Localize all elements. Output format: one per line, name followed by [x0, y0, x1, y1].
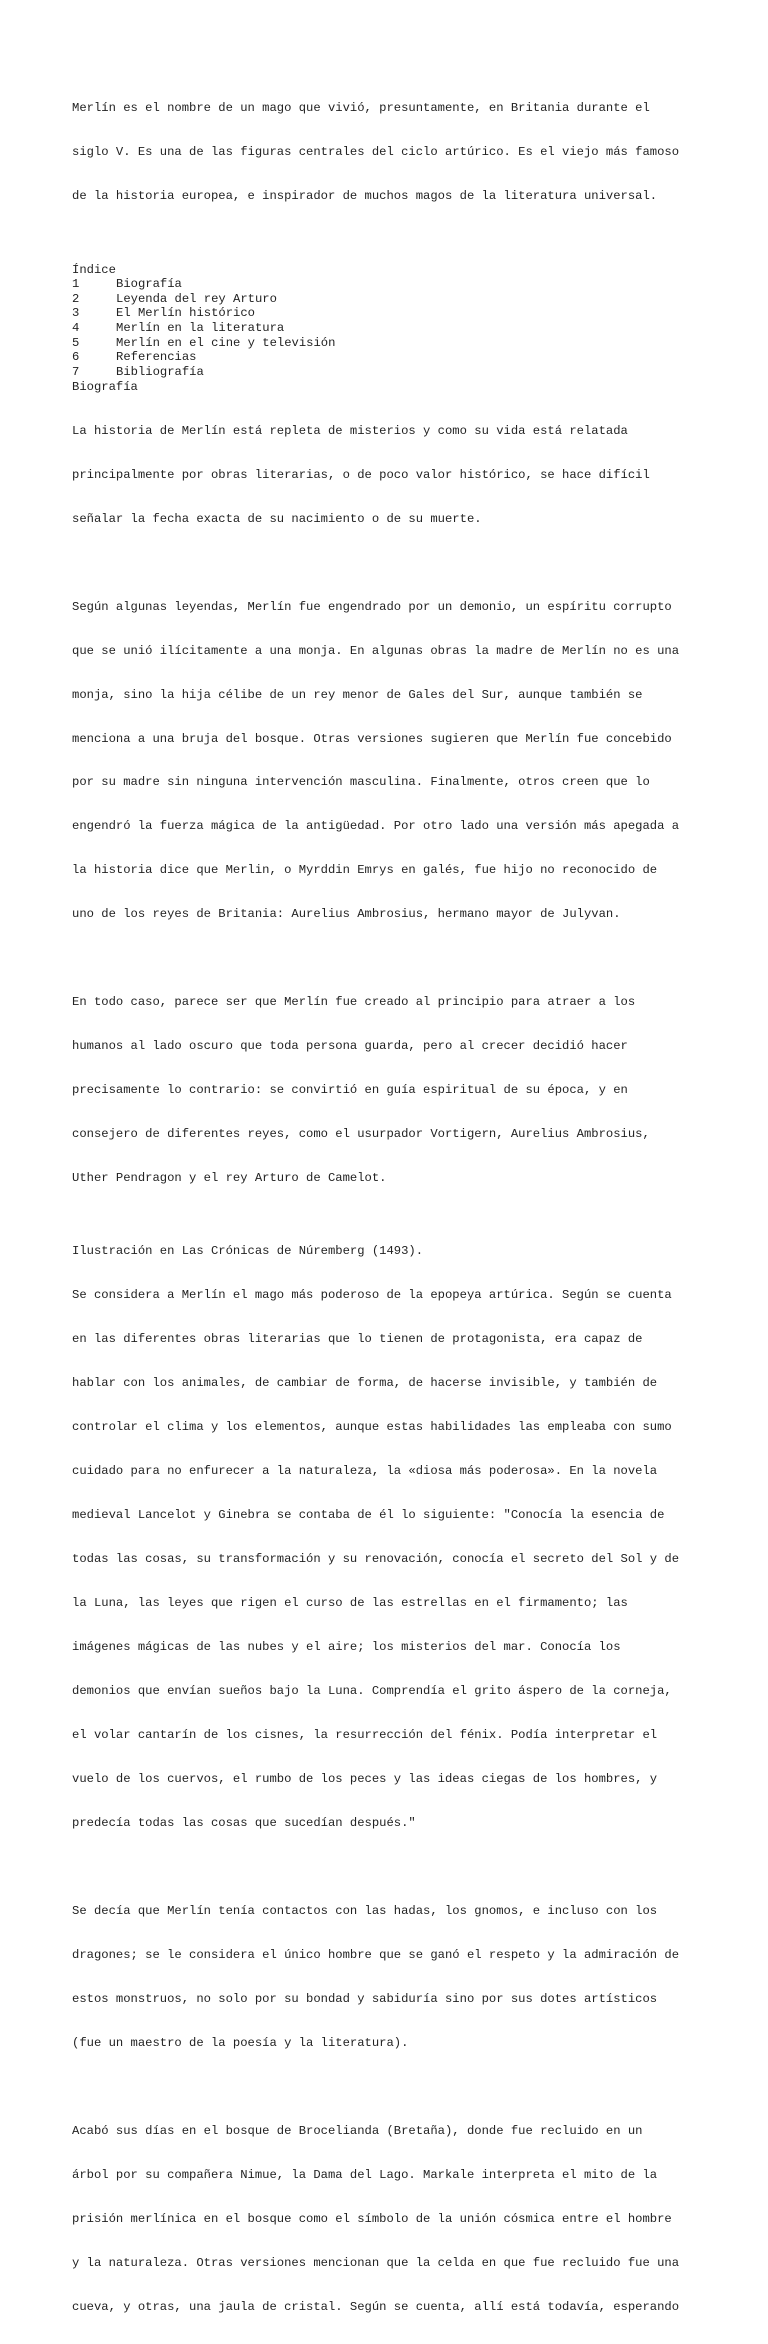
text-line: uno de los reyes de Britania: Aurelius Ambrosius, hermano mayor de Julyvan.: [72, 907, 621, 922]
spacer: [72, 556, 732, 571]
text-line: engendró la fuerza mágica de la antigüedad. Por otro lado una versión más apegada a: [72, 819, 680, 834]
toc-item: [72, 350, 732, 365]
toc-item-number: 5: [72, 335, 80, 350]
text-line: (fue un maestro de la poesía y la literatura).: [72, 2035, 409, 2050]
text-line: imágenes mágicas de las nubes y el aire; los misterios del mar. Conocía los: [72, 1640, 621, 1655]
text-line: Se considera a Merlín el mago más poderoso de la epopeya artúrica. Según se cuenta: [72, 1288, 672, 1303]
text-line: siglo V. Es una de las figuras centrales del ciclo artúrico. Es el viejo más famoso: [72, 145, 680, 160]
toc-item-label: Referencias: [116, 350, 197, 365]
toc-item: [72, 292, 732, 307]
text-line: medieval Lancelot y Ginebra se contaba de él lo siguiente: "Conocía la esencia de: [72, 1508, 665, 1523]
text-line: y la naturaleza. Otras versiones mencionan que la celda en que fue recluido fue una: [72, 2255, 680, 2270]
body-paragraph: [72, 2094, 732, 2343]
text-line: la Luna, las leyes que rigen el curso de las estrellas en el firmamento; las: [72, 1596, 628, 1611]
intro-paragraph: [72, 72, 732, 233]
biography-paragraph: [72, 570, 732, 951]
text-line: predecía todas las cosas que sucedían después.": [72, 1816, 416, 1831]
toc-item: [72, 277, 732, 292]
text-line: hablar con los animales, de cambiar de forma, de hacerse invisible, y también de: [72, 1376, 658, 1391]
toc-item-number: 6: [72, 350, 80, 365]
toc-item-label: Merlín en la literatura: [116, 321, 285, 336]
text-line: consejero de diferentes reyes, como el usurpador Vortigern, Aurelius Ambrosius,: [72, 1127, 650, 1142]
text-line: en las diferentes obras literarias que lo tienen de protagonista, era capaz de: [72, 1332, 643, 1347]
text-line: principalmente por obras literarias, o de poco valor histórico, se hace difícil: [72, 467, 650, 482]
toc-item-label: Merlín en el cine y televisión: [116, 335, 336, 350]
image-caption: Ilustración en Las Crónicas de Núremberg (1493).: [72, 1244, 424, 1259]
toc-item-number: 4: [72, 321, 80, 336]
spacer: [72, 951, 732, 966]
spacer: [72, 1860, 732, 1875]
text-line: prisión merlínica en el bosque como el símbolo de la unión cósmica entre el hombre: [72, 2211, 672, 2226]
text-line: Según algunas leyendas, Merlín fue engendrado por un demonio, un espíritu corrupto: [72, 599, 672, 614]
text-line: estos monstruos, no solo por su bondad y sabiduría sino por sus dotes artísticos: [72, 1991, 658, 2006]
toc-item-label: El Merlín histórico: [116, 306, 255, 321]
text-line: La historia de Merlín está repleta de misterios y como su vida está relatada: [72, 423, 628, 438]
toc-title: Índice: [72, 262, 116, 277]
text-line: menciona a una bruja del bosque. Otras versiones sugieren que Merlín fue concebido: [72, 731, 672, 746]
spacer: [72, 2080, 732, 2095]
spacer: [72, 1215, 732, 1244]
table-of-contents: [72, 263, 732, 380]
text-line: Merlín es el nombre de un mago que vivió, presuntamente, en Britania durante el: [72, 101, 650, 116]
document-page: [72, 72, 732, 2344]
text-line: señalar la fecha exacta de su nacimiento o de su muerte.: [72, 511, 482, 526]
section-heading: Biografía: [72, 379, 138, 394]
text-line: Se decía que Merlín tenía contactos con las hadas, los gnomos, e incluso con los: [72, 1903, 658, 1918]
text-line: que se unió ilícitamente a una monja. En algunas obras la madre de Merlín no es una: [72, 643, 680, 658]
toc-item-label: Biografía: [116, 277, 182, 292]
text-line: cueva, y otras, una jaula de cristal. Según se cuenta, allí está todavía, esperando: [72, 2299, 680, 2314]
text-line: Uther Pendragon y el rey Arturo de Camelot.: [72, 1171, 387, 1186]
text-line: Acabó sus días en el bosque de Brocelianda (Bretaña), donde fue recluido en un: [72, 2123, 643, 2138]
toc-item: [72, 336, 732, 351]
body-paragraph: [72, 1875, 732, 2080]
text-line: de la historia europea, e inspirador de muchos magos de la literatura universal.: [72, 189, 658, 204]
toc-item-number: 1: [72, 277, 80, 292]
text-line: por su madre sin ninguna intervención masculina. Finalmente, otros creen que lo: [72, 775, 650, 790]
text-line: la historia dice que Merlin, o Myrddin Emrys en galés, fue hijo no reconocido de: [72, 863, 658, 878]
toc-item-label: Leyenda del rey Arturo: [116, 291, 277, 306]
toc-item: [72, 321, 732, 336]
toc-item-number: 2: [72, 291, 80, 306]
text-line: el volar cantarín de los cisnes, la resurrección del fénix. Podía interpretar el: [72, 1728, 658, 1743]
text-line: demonios que envían sueños bajo la Luna. Comprendía el grito áspero de la corneja,: [72, 1684, 672, 1699]
text-line: todas las cosas, su transformación y su renovación, conocía el secreto del Sol y de: [72, 1552, 680, 1567]
toc-item: [72, 306, 732, 321]
text-line: En todo caso, parece ser que Merlín fue creado al principio para atraer a los: [72, 995, 636, 1010]
text-line: monja, sino la hija célibe de un rey menor de Gales del Sur, aunque también se: [72, 687, 643, 702]
text-line: árbol por su compañera Nimue, la Dama del Lago. Markale interpreta el mito de la: [72, 2167, 658, 2182]
body-paragraph: [72, 1259, 732, 1860]
spacer: [72, 233, 732, 262]
toc-item: [72, 365, 732, 380]
text-line: precisamente lo contrario: se convirtió en guía espiritual de su época, y en: [72, 1083, 628, 1098]
text-line: dragones; se le considera el único hombre que se ganó el respeto y la admiración de: [72, 1947, 680, 1962]
text-line: controlar el clima y los elementos, aunque estas habilidades las empleaba con sumo: [72, 1420, 672, 1435]
toc-item-number: 3: [72, 306, 80, 321]
text-line: vuelo de los cuervos, el rumbo de los peces y las ideas ciegas de los hombres, y: [72, 1772, 658, 1787]
text-line: humanos al lado oscuro que toda persona guarda, pero al crecer decidió hacer: [72, 1039, 628, 1054]
toc-item-label: Bibliografía: [116, 365, 204, 380]
biography-paragraph: [72, 966, 732, 1215]
text-line: cuidado para no enfurecer a la naturaleza, la «diosa más poderosa». En la novela: [72, 1464, 658, 1479]
biography-paragraph: [72, 394, 732, 555]
toc-item-number: 7: [72, 365, 80, 380]
